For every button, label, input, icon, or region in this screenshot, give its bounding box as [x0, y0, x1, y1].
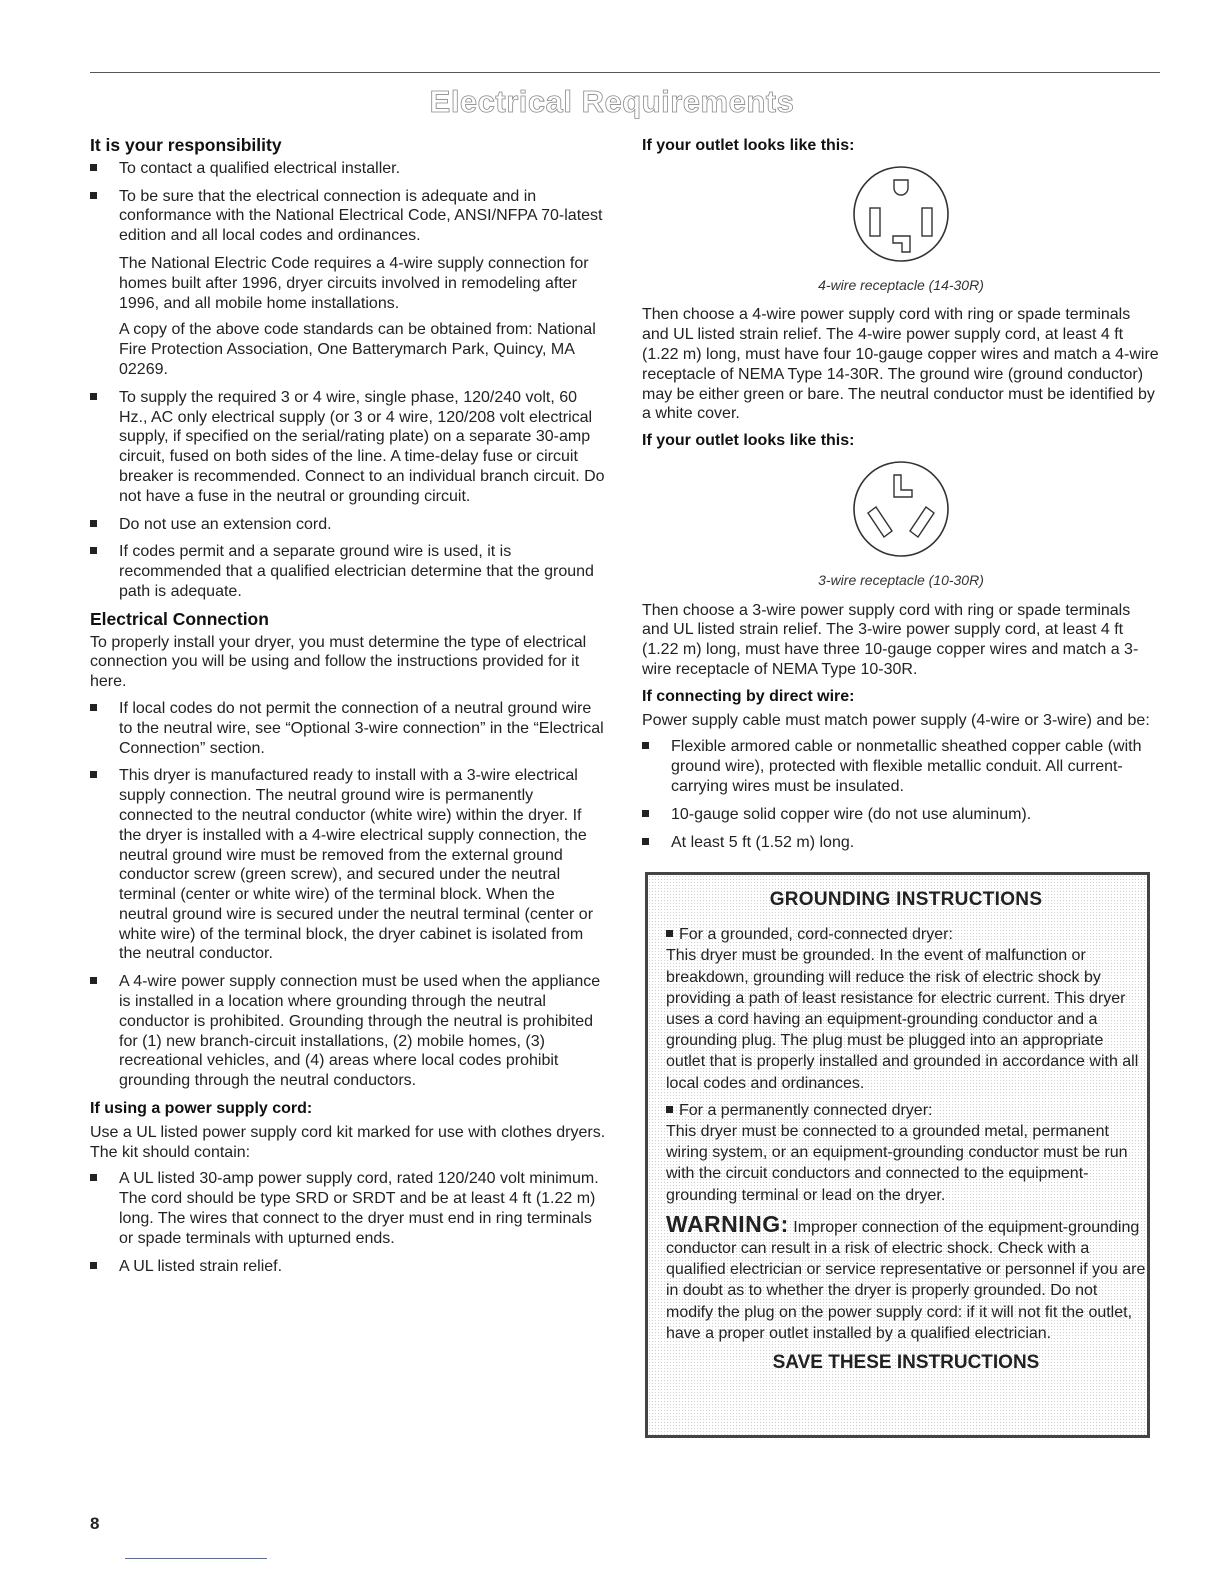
- list-item: A UL listed 30-amp power supply cord, rated 120/240 volt minimum. The cord should be type SRD or SRDT and be at least 4 ft (1.22 m) long. The wires that connect to the dryer must end in ring terminals or spade terminals with upturned ends.: [90, 1169, 606, 1248]
- list-item: Flexible armored cable or nonmetallic sheathed copper cable (with ground wire), protected with flexible metallic conduit. All current-carrying wires must be insulated.: [642, 737, 1160, 796]
- bullet-icon: [666, 930, 673, 937]
- permanent-connection-text: This dryer must be connected to a grounded metal, permanent wiring system, or an equipment-grounding conductor must be run with the circuit conductors and connected to the equipment-grounding terminal or lead on the dryer.: [666, 1123, 1128, 1204]
- list-item: To contact a qualified electrical installer.: [90, 159, 606, 179]
- power-cord-intro: Use a UL listed power supply cord kit marked for use with clothes dryers. The kit should contain:: [90, 1123, 606, 1161]
- bullet-icon: [90, 1174, 97, 1181]
- outlet4-figure: [642, 162, 1160, 272]
- direct-wire-list: [642, 737, 1160, 852]
- grounded-cord-subheading: For a grounded, cord-connected dryer:: [666, 924, 1146, 945]
- bullet-icon: [90, 1262, 97, 1269]
- connection-list: [90, 699, 606, 1091]
- responsibility-list: [90, 159, 606, 246]
- bullet-icon: [90, 771, 97, 778]
- bullet-icon: [90, 977, 97, 984]
- grounding-title: GROUNDING INSTRUCTIONS: [769, 889, 1043, 910]
- page-number: 8: [90, 1514, 100, 1533]
- responsibility-list-continued: [90, 388, 606, 602]
- outlet4-text: Then choose a 4-wire power supply cord with ring or spade terminals and UL listed strain relief. The 4-wire power supply cord, at least 4 ft (1.22 m) long, must have four 10-gauge copper wires and match a 4-wire receptacle of NEMA Type 14-30R. The ground wire (ground conductor) may be either green or bare. The neutral conductor must be identified by a white cover.: [642, 306, 1159, 423]
- save-instructions: SAVE THESE INSTRUCTIONS: [772, 1352, 1040, 1374]
- bullet-icon: [90, 164, 97, 171]
- bottom-rule: [125, 1558, 267, 1559]
- list-item: At least 5 ft (1.52 m) long.: [642, 833, 1160, 853]
- direct-wire-heading: If connecting by direct wire:: [642, 687, 855, 705]
- code-note: The National Electric Code requires a 4-wire supply connection for homes built after 1996, dryer circuits involved in remodeling after 1996, and all mobile home installations.: [119, 254, 589, 312]
- list-item: To be sure that the electrical connection is adequate and in conformance with the National Electrical Code, ANSI/NFPA 70-latest edition and all local codes and ordinances.: [90, 187, 606, 246]
- list-item: This dryer is manufactured ready to install with a 3-wire electrical supply connection. The neutral ground wire is permanently connected to the neutral conductor (white wire) within the dryer. If the dryer is installed with a 4-wire electrical supply connection, the neutral ground wire must be removed from the external ground conductor screw (green screw), and secured under the neutral terminal (center or white wire) of the terminal block. When the neutral ground wire is secured under the neutral terminal (center or white wire) of the terminal block, the dryer cabinet is isolated from the neutral conductor.: [90, 766, 606, 964]
- connection-intro: To properly install your dryer, you must determine the type of electrical connection you will be using and follow the instructions provided for it here.: [90, 633, 587, 691]
- warning-text: Improper connection of the equipment-grounding conductor can result in a risk of electric shock. Check with a qualified electrician or service representative or personnel if you are in doubt as to whether the dryer is properly grounded. Do not modify the plug on the power supply cord: if it will not fit the outlet, have a proper outlet installed by a qualified electrician.: [666, 1218, 1146, 1342]
- page-title: Electrical Requirements: [429, 84, 795, 119]
- warning-paragraph: [666, 1210, 1146, 1344]
- left-column: [90, 136, 606, 1284]
- outlet4-caption: 4-wire receptacle (14-30R): [818, 276, 984, 293]
- bullet-icon: [90, 393, 97, 400]
- electrical-connection-heading: Electrical Connection: [90, 608, 269, 629]
- three-wire-receptacle-icon: [846, 457, 956, 561]
- list-item: If codes permit and a separate ground wire is used, it is recommended that a qualified electrician determine that the ground path is adequate.: [90, 542, 606, 601]
- standards-note: A copy of the above code standards can be obtained from: National Fire Protection Association, One Batterymarch Park, Quincy, MA 02269.: [119, 321, 596, 378]
- list-item: If local codes do not permit the connection of a neutral ground wire to the neutral wire, see “Optional 3-wire connection” in the “Electrical Connection” section.: [90, 699, 606, 758]
- power-cord-list: [90, 1169, 606, 1276]
- grounding-instructions-box: [645, 872, 1150, 1438]
- four-wire-receptacle-icon: [846, 162, 956, 266]
- bullet-icon: [666, 1106, 673, 1113]
- bullet-icon: [90, 547, 97, 554]
- bullet-icon: [642, 742, 649, 749]
- outlet3-caption: 3-wire receptacle (10-30R): [818, 571, 984, 588]
- outlet3-text: Then choose a 3-wire power supply cord with ring or spade terminals and UL listed strain relief. The 3-wire power supply cord, at least 4 ft (1.22 m) long, must have three 10-gauge copper wires and match a 3-wire receptacle of NEMA Type 10-30R.: [642, 601, 1139, 678]
- bullet-icon: [90, 520, 97, 527]
- top-rule: [90, 72, 1160, 73]
- warning-label: WARNING:: [666, 1210, 789, 1237]
- list-item: 10-gauge solid copper wire (do not use aluminum).: [642, 805, 1160, 825]
- direct-wire-intro: Power supply cable must match power supply (4-wire or 3-wire) and be:: [642, 711, 1150, 729]
- outlet4-heading: If your outlet looks like this:: [642, 137, 855, 154]
- bullet-icon: [642, 810, 649, 817]
- power-cord-heading: If using a power supply cord:: [90, 1100, 313, 1118]
- list-item: A UL listed strain relief.: [90, 1257, 606, 1277]
- outlet3-figure: [642, 457, 1160, 567]
- bullet-icon: [90, 704, 97, 711]
- list-item: A 4-wire power supply connection must be used when the appliance is installed in a location where grounding through the neutral conductor is prohibited. Grounding through the neutral is prohibited for (1) new branch-circuit installations, (2) mobile homes, (3) recreational vehicles, and (4) areas where local codes prohibit grounding through the neutral conductors.: [90, 972, 606, 1091]
- right-column: [642, 136, 1160, 860]
- responsibility-heading: It is your responsibility: [90, 135, 282, 155]
- bullet-icon: [642, 838, 649, 845]
- bullet-icon: [90, 192, 97, 199]
- list-item: To supply the required 3 or 4 wire, single phase, 120/240 volt, 60 Hz., AC only electrical supply (or 3 or 4 wire, 120/208 volt electrical supply, if specified on the serial/rating plate) on a separate 30-amp circuit, fused on both sides of the line. A time-delay fuse or circuit breaker is recommended. Connect to an individual branch circuit. Do not have a fuse in the neutral or grounding circuit.: [90, 388, 606, 507]
- outlet3-heading: If your outlet looks like this:: [642, 432, 855, 450]
- permanent-connection-subheading: For a permanently connected dryer:: [666, 1100, 1146, 1121]
- list-item: Do not use an extension cord.: [90, 515, 606, 535]
- grounded-cord-text: This dryer must be grounded. In the event of malfunction or breakdown, grounding will reduce the risk of electric shock by providing a path of least resistance for electric current. This dryer uses a cord having an equipment-grounding conductor and a grounding plug. The plug must be plugged into an appropriate outlet that is properly installed and grounded in accordance with all local codes and ordinances.: [666, 947, 1139, 1092]
